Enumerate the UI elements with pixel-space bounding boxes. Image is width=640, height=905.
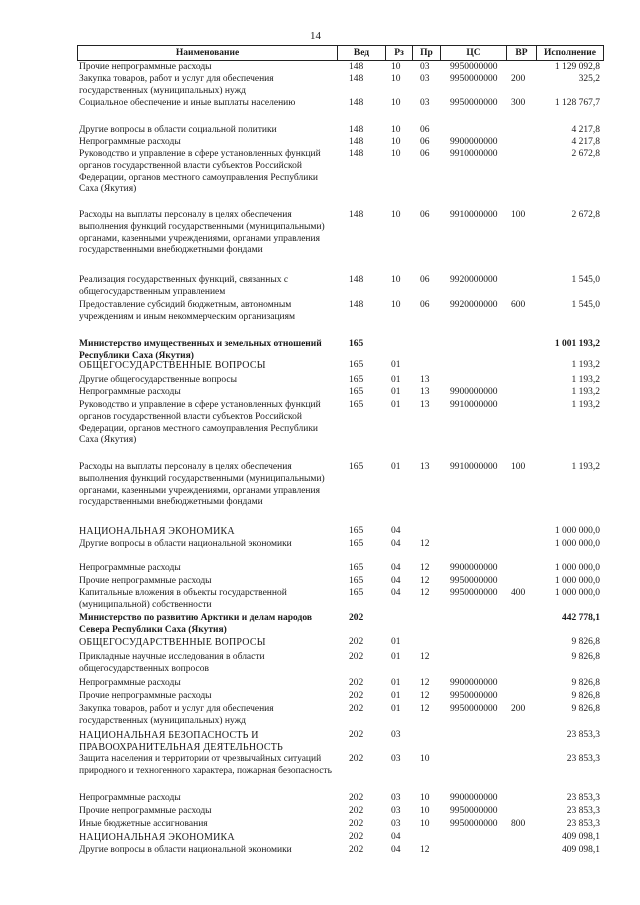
cell-name: Прочие непрограммные расходы (79, 576, 212, 586)
cell-exec: 1 129 092,8 (554, 62, 600, 72)
cell-name: Закупка товаров, работ и услуг для обеспечения государственных (муниципальных) нужд (79, 74, 274, 96)
cell-pr: 10 (420, 819, 430, 829)
cell-name: Расходы на выплаты персоналу в целях обеспечения выполнения функций государственными (муниципальными) органами, казенными учреждениями, органами управления государственными внебюджетными фондами (79, 210, 325, 256)
cell-name: Капитальные вложения в объекты государственной (муниципальной) собственности (79, 588, 287, 610)
cell-name: Другие вопросы в области социальной политики (79, 125, 277, 135)
cell-name: НАЦИОНАЛЬНАЯ ЭКОНОМИКА (79, 832, 235, 843)
cell-ved: 148 (349, 62, 364, 72)
cell-name: Закупка товаров, работ и услуг для обеспечения государственных (муниципальных) нужд (79, 704, 274, 726)
cell-exec: 1 193,2 (571, 360, 600, 370)
cell-rz: 04 (391, 563, 401, 573)
cell-name: Непрограммные расходы (79, 793, 181, 803)
cell-pr: 03 (420, 62, 430, 72)
cell-cs: 9900000000 (450, 387, 498, 397)
cell-cs: 9920000000 (450, 300, 498, 310)
cell-exec: 1 545,0 (571, 275, 600, 285)
cell-exec: 1 545,0 (571, 300, 600, 310)
cell-pr: 12 (420, 691, 430, 701)
header-ved: Вед (337, 46, 385, 60)
cell-exec: 1 193,2 (571, 387, 600, 397)
cell-name: Прикладные научные исследования в области общегосударственных вопросов (79, 652, 265, 674)
header-cs: ЦС (440, 46, 506, 60)
header-vr: ВР (506, 46, 536, 60)
cell-name: Другие вопросы в области национальной экономики (79, 539, 292, 549)
cell-rz: 10 (391, 275, 401, 285)
cell-vr: 200 (511, 704, 526, 714)
cell-exec: 1 000 000,0 (554, 576, 600, 586)
cell-name: Непрограммные расходы (79, 137, 181, 147)
cell-rz: 01 (391, 704, 401, 714)
cell-exec: 9 826,8 (571, 704, 600, 714)
cell-exec: 442 778,1 (562, 613, 600, 623)
cell-ved: 202 (349, 691, 364, 701)
cell-exec: 9 826,8 (571, 691, 600, 701)
cell-pr: 06 (420, 300, 430, 310)
cell-name: Непрограммные расходы (79, 563, 181, 573)
cell-ved: 165 (349, 387, 364, 397)
cell-vr: 600 (511, 300, 526, 310)
cell-exec: 409 098,1 (562, 832, 600, 842)
cell-rz: 01 (391, 360, 401, 370)
cell-exec: 9 826,8 (571, 637, 600, 647)
cell-exec: 1 000 000,0 (554, 526, 600, 536)
cell-rz: 10 (391, 125, 401, 135)
cell-name: Иные бюджетные ассигнования (79, 819, 208, 829)
cell-ved: 148 (349, 210, 364, 220)
cell-ved: 165 (349, 375, 364, 385)
cell-rz: 04 (391, 526, 401, 536)
cell-cs: 9900000000 (450, 137, 498, 147)
cell-ved: 202 (349, 845, 364, 855)
cell-pr: 12 (420, 678, 430, 688)
cell-ved: 202 (349, 806, 364, 816)
cell-ved: 202 (349, 793, 364, 803)
cell-pr: 12 (420, 704, 430, 714)
cell-cs: 9910000000 (450, 400, 498, 410)
cell-name: Непрограммные расходы (79, 678, 181, 688)
cell-cs: 9900000000 (450, 678, 498, 688)
cell-name: Прочие непрограммные расходы (79, 806, 212, 816)
cell-exec: 1 001 193,2 (554, 339, 600, 349)
cell-exec: 9 826,8 (571, 652, 600, 662)
cell-cs: 9950000000 (450, 691, 498, 701)
cell-rz: 03 (391, 819, 401, 829)
cell-cs: 9910000000 (450, 210, 498, 220)
cell-rz: 04 (391, 539, 401, 549)
cell-pr: 10 (420, 754, 430, 764)
cell-exec: 23 853,3 (566, 806, 600, 816)
cell-rz: 10 (391, 137, 401, 147)
cell-name: Руководство и управление в сфере установленных функций органов государственной власти субъектов Российской Федерации, органов местного самоуправления Республики Саха (Якутия) (79, 400, 321, 446)
cell-exec: 4 217,8 (571, 125, 600, 135)
cell-rz: 04 (391, 588, 401, 598)
cell-rz: 04 (391, 832, 401, 842)
cell-name: Предоставление субсидий бюджетным, автономным учреждениям и иным некоммерческим организациям (79, 300, 296, 322)
cell-name: Расходы на выплаты персоналу в целях обеспечения выполнения функций государственными (муниципальными) органами, казенными учреждениями, органами управления государственными внебюджетными фондами (79, 462, 325, 508)
cell-exec: 23 853,3 (566, 754, 600, 764)
header-name: Наименование (77, 46, 337, 60)
cell-pr: 13 (420, 462, 430, 472)
budget-table (77, 45, 604, 855)
cell-name: Другие вопросы в области национальной экономики (79, 845, 292, 855)
cell-pr: 06 (420, 125, 430, 135)
cell-pr: 06 (420, 149, 430, 159)
cell-exec: 1 000 000,0 (554, 588, 600, 598)
cell-name: Прочие непрограммные расходы (79, 691, 212, 701)
cell-rz: 10 (391, 74, 401, 84)
table-header (77, 45, 604, 61)
cell-ved: 165 (349, 339, 364, 349)
cell-rz: 04 (391, 845, 401, 855)
cell-rz: 01 (391, 375, 401, 385)
cell-cs: 9920000000 (450, 275, 498, 285)
cell-rz: 10 (391, 300, 401, 310)
page-number: 14 (310, 30, 321, 42)
cell-pr: 13 (420, 387, 430, 397)
cell-cs: 9910000000 (450, 462, 498, 472)
cell-name: Министерство имущественных и земельных отношений Республики Саха (Якутия) (79, 339, 322, 361)
cell-rz: 10 (391, 98, 401, 108)
cell-ved: 165 (349, 576, 364, 586)
cell-cs: 9950000000 (450, 704, 498, 714)
cell-name: НАЦИОНАЛЬНАЯ БЕЗОПАСНОСТЬ И ПРАВООХРАНИТЕЛЬНАЯ ДЕЯТЕЛЬНОСТЬ (79, 730, 283, 753)
cell-ved: 202 (349, 819, 364, 829)
cell-ved: 202 (349, 754, 364, 764)
cell-ved: 148 (349, 74, 364, 84)
cell-rz: 01 (391, 678, 401, 688)
cell-vr: 800 (511, 819, 526, 829)
cell-ved: 202 (349, 652, 364, 662)
cell-rz: 01 (391, 462, 401, 472)
cell-exec: 1 193,2 (571, 462, 600, 472)
cell-ved: 148 (349, 300, 364, 310)
cell-vr: 100 (511, 462, 526, 472)
cell-name: Защита населения и территории от чрезвычайных ситуаций природного и техногенного характера, пожарная безопасность (79, 754, 332, 776)
cell-name: Министерство по развитию Арктики и делам народов Севера Республики Саха (Якутия) (79, 613, 312, 635)
cell-rz: 03 (391, 754, 401, 764)
cell-name: Прочие непрограммные расходы (79, 62, 212, 72)
header-rz: Рз (385, 46, 412, 60)
cell-exec: 9 826,8 (571, 678, 600, 688)
cell-pr: 12 (420, 845, 430, 855)
cell-pr: 13 (420, 375, 430, 385)
header-exec: Исполнение (536, 46, 604, 60)
cell-pr: 13 (420, 400, 430, 410)
cell-cs: 9950000000 (450, 819, 498, 829)
cell-pr: 12 (420, 576, 430, 586)
cell-exec: 1 128 767,7 (554, 98, 600, 108)
cell-exec: 1 193,2 (571, 400, 600, 410)
cell-name: Реализация государственных функций, связанных с общегосударственным управлением (79, 275, 289, 297)
cell-ved: 165 (349, 526, 364, 536)
cell-pr: 06 (420, 137, 430, 147)
cell-cs: 9950000000 (450, 98, 498, 108)
cell-rz: 03 (391, 730, 401, 740)
cell-name: Другие общегосударственные вопросы (79, 375, 237, 385)
cell-ved: 165 (349, 400, 364, 410)
cell-ved: 165 (349, 588, 364, 598)
cell-rz: 01 (391, 400, 401, 410)
cell-cs: 9950000000 (450, 588, 498, 598)
cell-ved: 165 (349, 539, 364, 549)
cell-name: ОБЩЕГОСУДАРСТВЕННЫЕ ВОПРОСЫ (79, 360, 266, 371)
cell-pr: 12 (420, 588, 430, 598)
cell-ved: 165 (349, 462, 364, 472)
cell-cs: 9950000000 (450, 74, 498, 84)
cell-ved: 148 (349, 98, 364, 108)
cell-cs: 9910000000 (450, 149, 498, 159)
cell-pr: 10 (420, 806, 430, 816)
cell-pr: 12 (420, 563, 430, 573)
cell-cs: 9900000000 (450, 563, 498, 573)
cell-name: ОБЩЕГОСУДАРСТВЕННЫЕ ВОПРОСЫ (79, 637, 266, 648)
cell-ved: 148 (349, 149, 364, 159)
cell-rz: 01 (391, 637, 401, 647)
cell-ved: 202 (349, 730, 364, 740)
cell-rz: 03 (391, 806, 401, 816)
cell-ved: 202 (349, 832, 364, 842)
cell-vr: 300 (511, 98, 526, 108)
cell-pr: 10 (420, 793, 430, 803)
cell-exec: 23 853,3 (566, 730, 600, 740)
cell-ved: 148 (349, 275, 364, 285)
cell-name: НАЦИОНАЛЬНАЯ ЭКОНОМИКА (79, 526, 235, 537)
cell-cs: 9950000000 (450, 576, 498, 586)
cell-ved: 202 (349, 704, 364, 714)
cell-ved: 165 (349, 360, 364, 370)
cell-pr: 12 (420, 539, 430, 549)
cell-rz: 03 (391, 793, 401, 803)
cell-rz: 10 (391, 149, 401, 159)
cell-rz: 10 (391, 62, 401, 72)
cell-vr: 100 (511, 210, 526, 220)
cell-cs: 9950000000 (450, 62, 498, 72)
cell-ved: 165 (349, 563, 364, 573)
cell-ved: 202 (349, 678, 364, 688)
cell-pr: 03 (420, 74, 430, 84)
cell-exec: 1 000 000,0 (554, 563, 600, 573)
cell-vr: 400 (511, 588, 526, 598)
cell-rz: 01 (391, 691, 401, 701)
cell-ved: 148 (349, 137, 364, 147)
cell-ved: 202 (349, 613, 364, 623)
cell-exec: 409 098,1 (562, 845, 600, 855)
cell-name: Непрограммные расходы (79, 387, 181, 397)
cell-exec: 325,2 (578, 74, 600, 84)
cell-vr: 200 (511, 74, 526, 84)
cell-exec: 23 853,3 (566, 793, 600, 803)
cell-pr: 06 (420, 275, 430, 285)
cell-pr: 06 (420, 210, 430, 220)
cell-ved: 148 (349, 125, 364, 135)
cell-cs: 9900000000 (450, 793, 498, 803)
cell-rz: 10 (391, 210, 401, 220)
cell-rz: 01 (391, 387, 401, 397)
cell-exec: 2 672,8 (571, 210, 600, 220)
cell-exec: 4 217,8 (571, 137, 600, 147)
cell-rz: 04 (391, 576, 401, 586)
cell-pr: 12 (420, 652, 430, 662)
cell-pr: 03 (420, 98, 430, 108)
cell-exec: 1 000 000,0 (554, 539, 600, 549)
cell-cs: 9950000000 (450, 806, 498, 816)
cell-name: Социальное обеспечение и иные выплаты населению (79, 98, 296, 108)
cell-rz: 01 (391, 652, 401, 662)
header-pr: Пр (412, 46, 440, 60)
cell-exec: 23 853,3 (566, 819, 600, 829)
cell-name: Руководство и управление в сфере установленных функций органов государственной власти субъектов Российской Федерации, органов местного самоуправления Республики Саха (Якутия) (79, 149, 321, 195)
cell-exec: 2 672,8 (571, 149, 600, 159)
cell-exec: 1 193,2 (571, 375, 600, 385)
cell-ved: 202 (349, 637, 364, 647)
